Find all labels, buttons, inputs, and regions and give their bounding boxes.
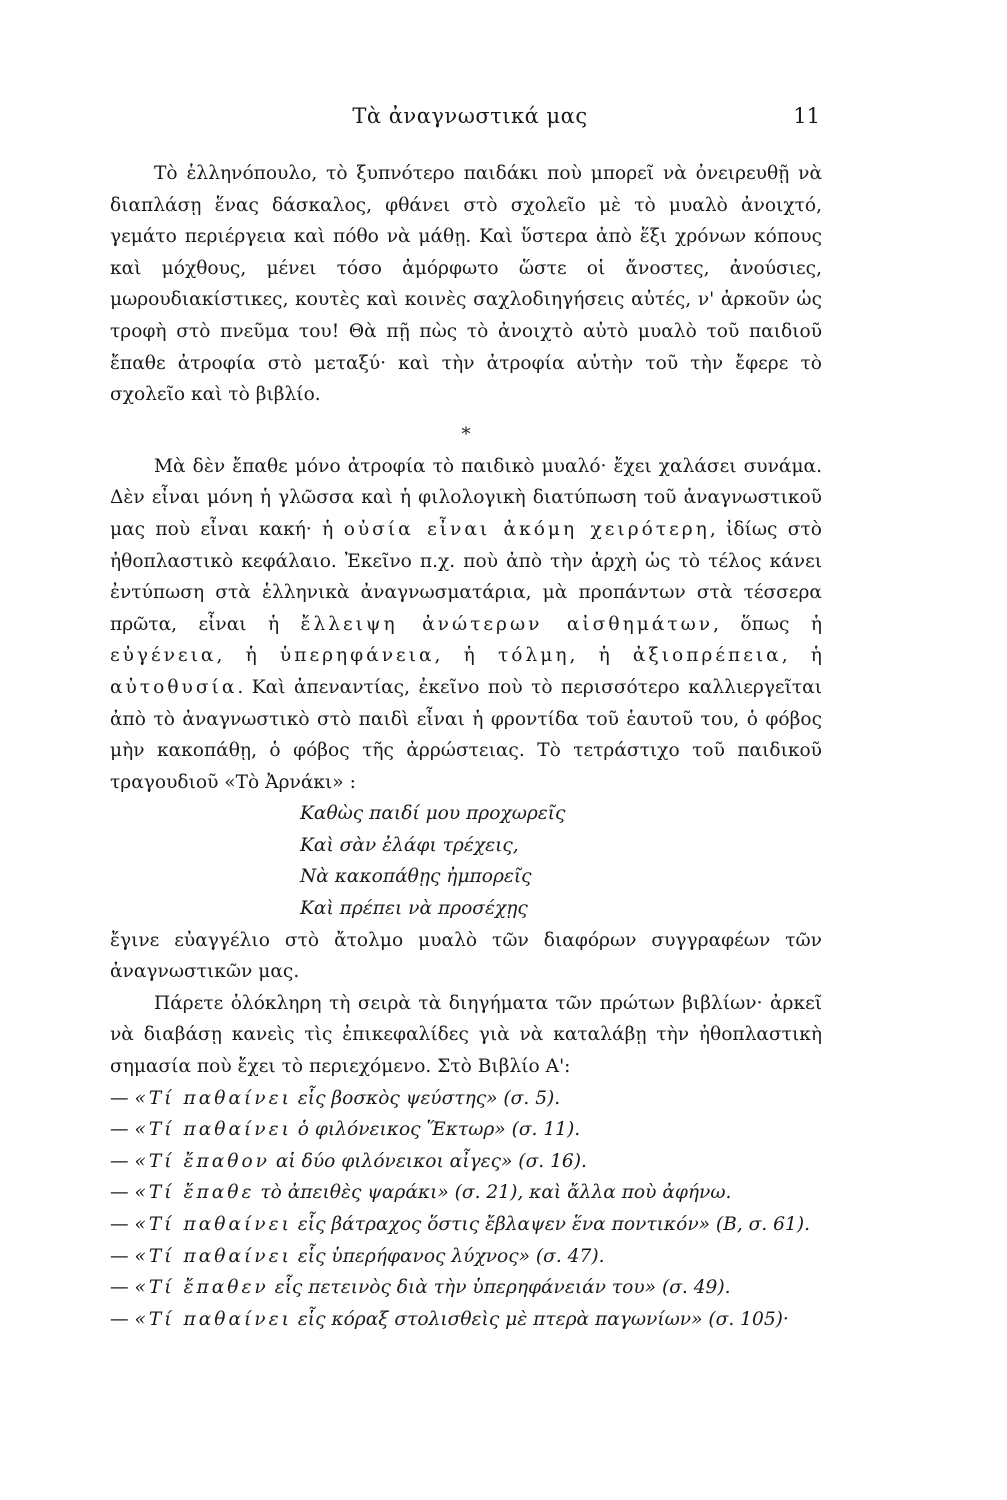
paragraph-3: Πάρετε ὁλόκληρη τὴ σειρὰ τὰ διηγήματα τῶν πρώτων βιβλίων· ἀρκεῖ νὰ διαβάσῃ κανεὶς τὶς ἐπικεφαλίδες γιὰ νὰ καταλάβῃ τὴν ἠθοπλαστικὴ σημασία ποὺ ἔχει τὸ περιεχόμενο. Στὸ Βιβλίο Α': (110, 992, 822, 1078)
em-dash: — (110, 1150, 129, 1172)
list-item (110, 1083, 822, 1115)
list-spaced-phrase: «Τί ἔπαθε (134, 1182, 255, 1204)
em-dash: — (110, 1119, 129, 1141)
em-dash: — (110, 1277, 129, 1299)
page-number: 11 (793, 104, 820, 128)
list-spaced-phrase: «Τί ἔπαθεν (134, 1277, 269, 1299)
spaced-emphasis: εὐγένεια (110, 645, 217, 667)
section-separator: * (461, 423, 471, 445)
after-verse-text: ἔγινε εὐαγγέλιο στὸ ἄτολμο μυαλὸ τῶν διαφόρων συγγραφέων τῶν ἀναγνωστικῶν μας. (110, 929, 822, 983)
em-dash: — (110, 1308, 129, 1330)
running-title: Τὰ ἀναγνωστικά μας (352, 104, 588, 128)
list-rest: τὸ ἀπειθὲς ψαράκι» (σ. 21), καὶ ἄλλα ποὺ ἀφήνω. (254, 1182, 732, 1204)
page-header (120, 104, 820, 138)
spaced-emphasis: οὐσία εἶναι ἀκόμη χειρότερη (343, 518, 710, 540)
list-spaced-phrase: «Τί παθαίνει (134, 1119, 292, 1141)
em-dash: — (110, 1214, 129, 1235)
paragraph-2-text: , ἡ (569, 645, 610, 667)
spaced-emphasis: ἀξιοπρέπεια (632, 645, 782, 667)
paragraph-1: Τὸ ἑλληνόπουλο, τὸ ξυπνότερο παιδάκι ποὺ μπορεῖ νὰ ὀνειρευθῇ νὰ διαπλάσῃ ἕνας δάσκαλος, φθάνει στὸ σχολεῖο μὲ τὸ μυαλὸ ἀνοιχτό, γεμάτο περιέργεια καὶ πόθο νὰ μάθῃ. Καὶ ὕστερα ἀπὸ ἕξι χρόνων κόπους καὶ μόχθους, μένει τόσο ἀμόρφωτο ὥστε οἱ ἄνοστες, ἀνούσιες, μωρουδιακίστικες, κουτὲς καὶ κοινὲς σαχλοδιηγήσεις αὐτές, ν' ἀρκοῦν ὡς τροφὴ στὸ πνεῦμα του! Θὰ πῇ πὼς τὸ ἀνοιχτὸ αὐτὸ μυαλὸ τοῦ παιδιοῦ ἔπαθε ἀτροφία στὸ μεταξύ· καὶ τὴν ἀτροφία αὐτὴν τοῦ τὴν ἔφερε τὸ σχολεῖο καὶ τὸ βιβλίο. (110, 163, 822, 406)
list-item (110, 1146, 822, 1178)
list-item (110, 1209, 822, 1241)
verse-line: Καὶ σὰν ἐλάφι τρέχεις, (300, 834, 519, 856)
spaced-emphasis: αὐτοθυσία (110, 676, 238, 698)
spaced-emphasis: τόλμη (497, 645, 570, 667)
list-item (110, 1241, 822, 1273)
list-rest: εἷς ὑπερήφανος λύχνος» (σ. 47). (291, 1245, 605, 1267)
paragraph-2-text: , ἰδίως στὸ ἠθοπλαστικὸ κεφάλαιο. Ἐκεῖνο π.χ. ποὺ ἀπὸ τὴν ἀρχὴ ὡς τὸ τέλος κάνει ἐντύπωση στὰ ἑλληνικὰ ἀναγνωσματάρια, μὰ προπάντων στὰ τέσσερα πρῶτα, εἶναι ἡ (110, 518, 822, 635)
list-rest: αἱ δύο φιλόνεικοι αἶγες» (σ. 16). (269, 1150, 587, 1172)
verse-line: Καθὼς παιδί μου προχωρεῖς (300, 803, 566, 825)
em-dash: — (110, 1182, 129, 1204)
list-item (110, 1114, 822, 1146)
list-rest: εἷς βοσκὸς ψεύστης» (σ. 5). (291, 1087, 561, 1109)
list-spaced-phrase: «Τί παθαίνει (134, 1245, 292, 1267)
page-body (110, 158, 822, 1335)
em-dash: — (110, 1087, 129, 1109)
list-item (110, 1177, 822, 1209)
paragraph-2-text: Μὰ δὲν ἔπαθε μόνο ἀτροφία τὸ παιδικὸ μυαλό· ἔχει χαλάσει συνάμα. Δὲν εἶναι μόνη ἡ γλῶσσα καὶ ἡ φιλολογικὴ διατύπωση τοῦ ἀναγνωστικοῦ μας ποὺ εἶναι κακή· ἡ (110, 455, 822, 540)
spaced-emphasis: ὑπερηφάνεια (279, 645, 435, 667)
list-rest: εἷς βάτραχος ὅστις ἔβλαψεν ἕνα ποντικόν» (Β, σ. 61). (291, 1214, 810, 1235)
verse-line: Καὶ πρέπει νὰ προσέχῃς (300, 898, 528, 920)
list-spaced-phrase: «Τί παθαίνει (134, 1087, 292, 1109)
paragraph-2-text: , ἡ (216, 645, 257, 667)
list-spaced-phrase: «Τί παθαίνει (134, 1214, 292, 1235)
list-rest: εἷς πετεινὸς διὰ τὴν ὑπερηφάνειάν του» (σ. 49). (268, 1277, 731, 1299)
list-spaced-phrase: «Τί παθαίνει (134, 1308, 292, 1330)
list-item (110, 1304, 822, 1336)
paragraph-2-text: , ἡ (434, 645, 475, 667)
paragraph-2-text: , ὅπως ἡ (713, 613, 822, 635)
paragraph-2 (110, 451, 822, 799)
spaced-emphasis: ἔλλειψη ἀνώτερων αἰσθημάτων (300, 613, 714, 635)
paragraph-2-text: , ἡ (781, 645, 822, 667)
verse-quatrain (110, 798, 822, 924)
paragraph-2-text: . Καὶ ἀπεναντίας, ἐκεῖνο ποὺ τὸ περισσότερο καλλιεργεῖται ἀπὸ τὸ ἀναγνωστικὸ στὸ παιδὶ εἶναι ἡ φροντίδα τοῦ ἑαυτοῦ του, ὁ φόβος μὴν κακοπάθῃ, ὁ φόβος τῆς ἀρρώστειας. Τὸ τετράστιχο τοῦ παιδικοῦ τραγουδιοῦ «Τὸ Ἀρνάκι» : (110, 676, 822, 793)
list-spaced-phrase: «Τί ἔπαθον (134, 1150, 270, 1172)
list-rest: εἷς κόραξ στολισθεὶς μὲ πτερὰ παγωνίων» (σ. 105)· (291, 1308, 789, 1330)
em-dash: — (110, 1245, 129, 1267)
title-list (110, 1083, 822, 1336)
verse-line: Νὰ κακοπάθῃς ἠμπορεῖς (300, 866, 532, 888)
list-rest: ὁ φιλόνεικος Ἕκτωρ» (σ. 11). (291, 1119, 581, 1141)
list-item (110, 1272, 822, 1304)
